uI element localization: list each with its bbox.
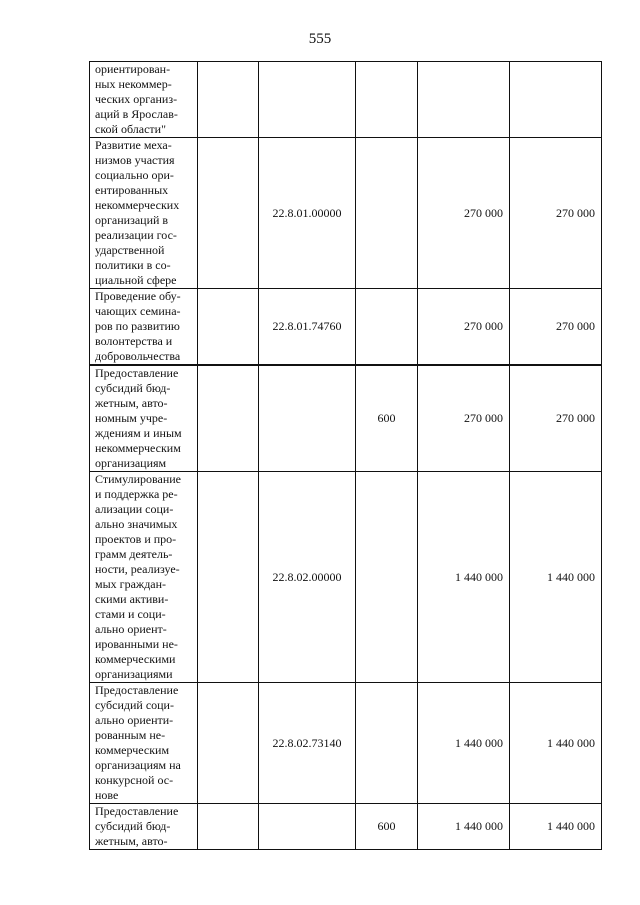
table-row	[90, 138, 602, 289]
empty-cell	[198, 683, 259, 804]
expense-type	[356, 472, 418, 683]
target-code: 22.8.01.74760	[259, 289, 356, 366]
row-description: Предоставление субсидий бюд- жетным, авто- номным учре- ждениям и иным некоммерческим организациям	[90, 365, 198, 472]
budget-table	[89, 61, 602, 850]
empty-cell	[198, 365, 259, 472]
row-description: Развитие меха- низмов участия социально ори- ентированных некоммерческих организаций в реализации гос- ударственной политики в со- циальной сфере	[90, 138, 198, 289]
empty-cell	[198, 138, 259, 289]
target-code: 22.8.02.00000	[259, 472, 356, 683]
amount-year-1: 1 440 000	[418, 683, 510, 804]
empty-cell	[198, 804, 259, 850]
amount-year-2: 1 440 000	[510, 683, 602, 804]
amount-year-1: 270 000	[418, 289, 510, 366]
amount-year-2: 270 000	[510, 289, 602, 366]
amount-year-2: 270 000	[510, 365, 602, 472]
row-description: Предоставление субсидий бюд- жетным, авто-	[90, 804, 198, 850]
table-row	[90, 365, 602, 472]
row-description: Стимулирование и поддержка ре- ализации соци- ально значимых проектов и про- грамм деятель- ности, реализуе- мых граждан- скими активи- стами и соци- ально ориент- ированными не- коммерческими организациями	[90, 472, 198, 683]
row-description: Предоставление субсидий соци- ально ориенти- рованным не- коммерческим организациям на конкурсной ос- нове	[90, 683, 198, 804]
expense-type: 600	[356, 365, 418, 472]
table-row	[90, 683, 602, 804]
amount-year-2: 1 440 000	[510, 472, 602, 683]
amount-year-1: 270 000	[418, 138, 510, 289]
amount-year-2: 1 440 000	[510, 804, 602, 850]
amount-year-1: 1 440 000	[418, 804, 510, 850]
table-row	[90, 289, 602, 366]
target-code	[259, 365, 356, 472]
expense-type	[356, 62, 418, 138]
empty-cell	[198, 62, 259, 138]
row-description: ориентирован- ных некоммер- ческих организ- аций в Ярослав- ской области"	[90, 62, 198, 138]
expense-type	[356, 683, 418, 804]
table-row	[90, 472, 602, 683]
amount-year-1: 1 440 000	[418, 472, 510, 683]
target-code	[259, 62, 356, 138]
target-code	[259, 804, 356, 850]
expense-type: 600	[356, 804, 418, 850]
empty-cell	[198, 289, 259, 366]
amount-year-1: 270 000	[418, 365, 510, 472]
amount-year-1	[418, 62, 510, 138]
table-row	[90, 804, 602, 850]
empty-cell	[198, 472, 259, 683]
expense-type	[356, 289, 418, 366]
expense-type	[356, 138, 418, 289]
amount-year-2: 270 000	[510, 138, 602, 289]
page-number: 555	[308, 31, 332, 47]
row-description: Проведение обу- чающих семина- ров по развитию волонтерства и добровольчества	[90, 289, 198, 366]
target-code: 22.8.02.73140	[259, 683, 356, 804]
amount-year-2	[510, 62, 602, 138]
table-row	[90, 62, 602, 138]
target-code: 22.8.01.00000	[259, 138, 356, 289]
